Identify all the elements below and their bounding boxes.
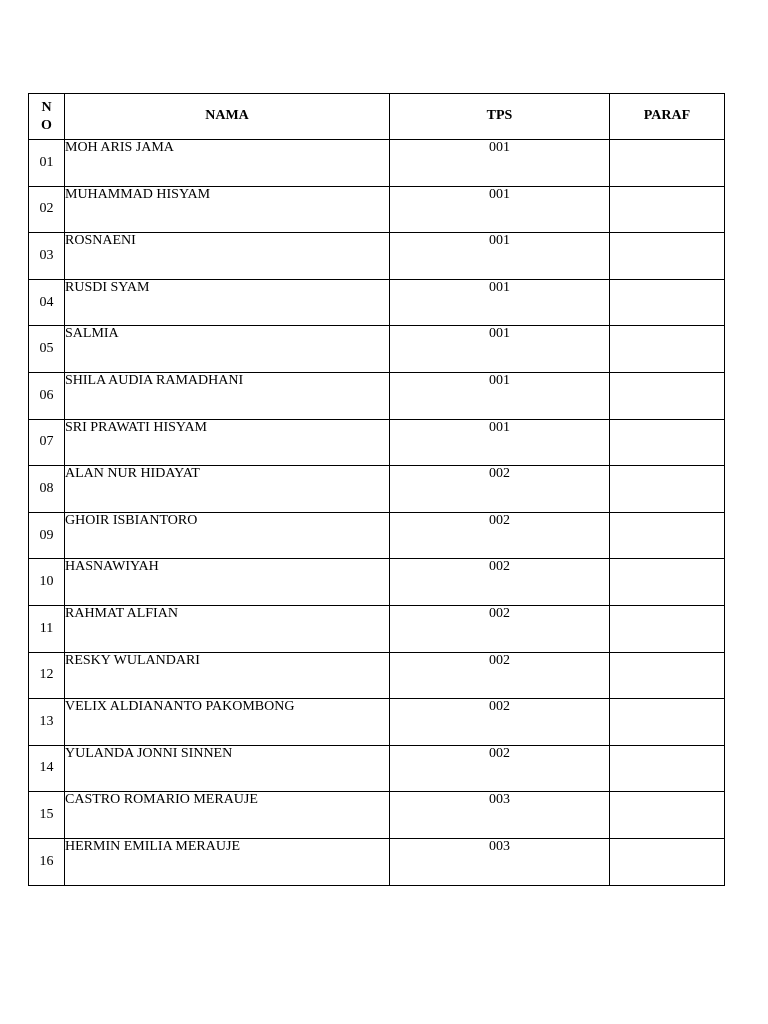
voter-name: ALAN NUR HIDAYAT <box>65 466 390 513</box>
row-number: 07 <box>29 419 65 466</box>
tps-number: 003 <box>390 838 610 885</box>
table-row <box>29 605 725 652</box>
tps-number: 002 <box>390 652 610 699</box>
paraf-cell[interactable] <box>610 233 725 280</box>
table-row <box>29 279 725 326</box>
row-number: 09 <box>29 512 65 559</box>
voter-name: SRI PRAWATI HISYAM <box>65 419 390 466</box>
voter-name: HERMIN EMILIA MERAUJE <box>65 838 390 885</box>
paraf-cell[interactable] <box>610 140 725 187</box>
table-row <box>29 838 725 885</box>
header-no-line1: N <box>41 99 52 115</box>
header-nama: NAMA <box>65 94 390 140</box>
table-row <box>29 745 725 792</box>
voter-name: ROSNAENI <box>65 233 390 280</box>
paraf-cell[interactable] <box>610 559 725 606</box>
voter-name: RUSDI SYAM <box>65 279 390 326</box>
paraf-cell[interactable] <box>610 186 725 233</box>
tps-number: 002 <box>390 699 610 746</box>
voter-name: VELIX ALDIANANTO PAKOMBONG <box>65 699 390 746</box>
voter-name: SALMIA <box>65 326 390 373</box>
table-row <box>29 512 725 559</box>
attendance-sheet <box>28 93 724 886</box>
row-number: 08 <box>29 466 65 513</box>
tps-number: 001 <box>390 140 610 187</box>
tps-number: 002 <box>390 745 610 792</box>
table-row <box>29 140 725 187</box>
tps-number: 001 <box>390 419 610 466</box>
tps-number: 002 <box>390 512 610 559</box>
table-row <box>29 233 725 280</box>
voter-name: MOH ARIS JAMA <box>65 140 390 187</box>
voter-name: RAHMAT ALFIAN <box>65 605 390 652</box>
header-no-line2: O <box>41 117 52 133</box>
paraf-cell[interactable] <box>610 419 725 466</box>
paraf-cell[interactable] <box>610 745 725 792</box>
tps-number: 002 <box>390 466 610 513</box>
table-body <box>29 140 725 886</box>
header-tps: TPS <box>390 94 610 140</box>
row-number: 12 <box>29 652 65 699</box>
table-row <box>29 559 725 606</box>
paraf-cell[interactable] <box>610 605 725 652</box>
paraf-cell[interactable] <box>610 652 725 699</box>
row-number: 01 <box>29 140 65 187</box>
tps-number: 001 <box>390 372 610 419</box>
tps-number: 001 <box>390 233 610 280</box>
voter-name: RESKY WULANDARI <box>65 652 390 699</box>
table-row <box>29 419 725 466</box>
paraf-cell[interactable] <box>610 838 725 885</box>
header-paraf: PARAF <box>610 94 725 140</box>
voter-name: HASNAWIYAH <box>65 559 390 606</box>
attendance-table <box>28 93 725 886</box>
header-no <box>29 94 65 140</box>
row-number: 04 <box>29 279 65 326</box>
tps-number: 002 <box>390 559 610 606</box>
table-row <box>29 186 725 233</box>
table-header-row <box>29 94 725 140</box>
table-row <box>29 466 725 513</box>
voter-name: GHOIR ISBIANTORO <box>65 512 390 559</box>
row-number: 15 <box>29 792 65 839</box>
voter-name: MUHAMMAD HISYAM <box>65 186 390 233</box>
tps-number: 001 <box>390 279 610 326</box>
voter-name: SHILA AUDIA RAMADHANI <box>65 372 390 419</box>
paraf-cell[interactable] <box>610 512 725 559</box>
paraf-cell[interactable] <box>610 326 725 373</box>
tps-number: 002 <box>390 605 610 652</box>
voter-name: YULANDA JONNI SINNEN <box>65 745 390 792</box>
row-number: 05 <box>29 326 65 373</box>
tps-number: 003 <box>390 792 610 839</box>
row-number: 06 <box>29 372 65 419</box>
row-number: 16 <box>29 838 65 885</box>
voter-name: CASTRO ROMARIO MERAUJE <box>65 792 390 839</box>
row-number: 03 <box>29 233 65 280</box>
row-number: 13 <box>29 699 65 746</box>
paraf-cell[interactable] <box>610 372 725 419</box>
table-row <box>29 326 725 373</box>
row-number: 11 <box>29 605 65 652</box>
tps-number: 001 <box>390 186 610 233</box>
paraf-cell[interactable] <box>610 792 725 839</box>
table-row <box>29 792 725 839</box>
table-row <box>29 699 725 746</box>
row-number: 02 <box>29 186 65 233</box>
paraf-cell[interactable] <box>610 279 725 326</box>
paraf-cell[interactable] <box>610 466 725 513</box>
tps-number: 001 <box>390 326 610 373</box>
table-row <box>29 652 725 699</box>
paraf-cell[interactable] <box>610 699 725 746</box>
row-number: 10 <box>29 559 65 606</box>
row-number: 14 <box>29 745 65 792</box>
table-row <box>29 372 725 419</box>
